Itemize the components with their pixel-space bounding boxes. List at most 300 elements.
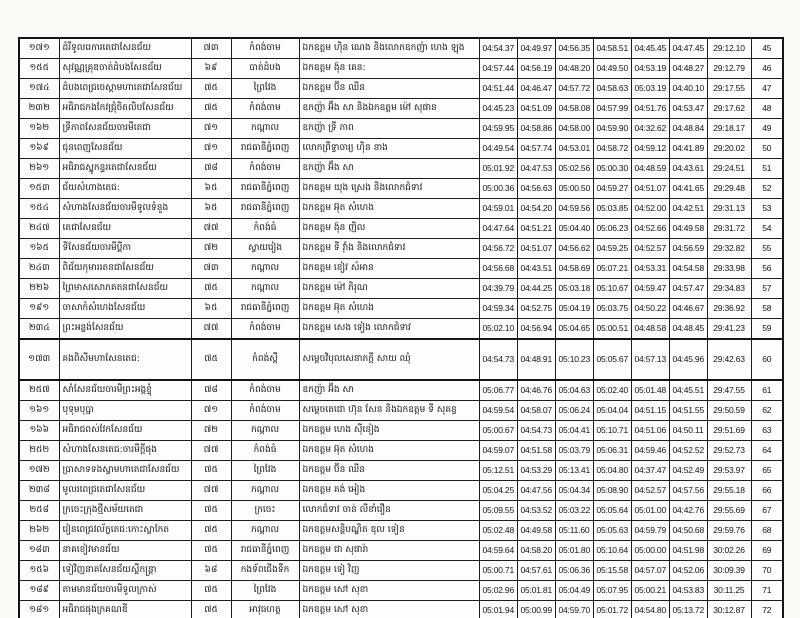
- lap-1-time-cell: 04:59.01: [479, 199, 517, 219]
- table-row: [19, 179, 783, 199]
- crew-count-cell: ៦៥: [191, 199, 231, 219]
- table-row: [19, 501, 783, 521]
- table-row: [19, 219, 783, 239]
- total-time-cell: 30:02.26: [707, 541, 751, 561]
- lap-3-time-cell: 04:48.20: [555, 59, 593, 79]
- lap-3-time-cell: 05:10.23: [555, 339, 593, 380]
- patron-cell: ឧកញ៉ា អ៊ឹង សា: [299, 159, 479, 179]
- table-row: [19, 461, 783, 481]
- rank-cell: 55: [751, 239, 783, 259]
- table-row: [19, 380, 783, 401]
- province-cell: កំពង់ធំ: [231, 441, 299, 461]
- lap-6-time-cell: 04:47.45: [669, 38, 707, 59]
- lap-1-time-cell: 05:02.48: [479, 521, 517, 541]
- lap-3-time-cell: 04:58.69: [555, 259, 593, 279]
- table-row: [19, 199, 783, 219]
- lap-1-time-cell: 04:59.95: [479, 119, 517, 139]
- lap-2-time-cell: 04:51.07: [517, 239, 555, 259]
- table-row: [19, 259, 783, 279]
- lap-1-time-cell: 05:09.55: [479, 501, 517, 521]
- boat-number-cell: ១៥៦: [19, 561, 59, 581]
- lap-6-time-cell: 04:45.51: [669, 380, 707, 401]
- rank-cell: 57: [751, 279, 783, 299]
- province-cell: បាត់ដំបង: [231, 59, 299, 79]
- boat-number-cell: ១៥៣: [19, 179, 59, 199]
- lap-5-time-cell: 05:00.00: [631, 541, 669, 561]
- boat-name-cell: សុវណ្ណគ្រុឌចាត់ដំបងសែនជ័យ: [59, 59, 191, 79]
- table-row: [19, 59, 783, 79]
- lap-3-time-cell: 05:04.65: [555, 319, 593, 340]
- patron-cell: ឯកឧត្តម សៅ សុខា: [299, 581, 479, 601]
- lap-4-time-cell: 05:10.67: [593, 279, 631, 299]
- boat-name-cell: អធិរាជស្នូកន្ទរតេជាសែនជ័យ: [59, 159, 191, 179]
- lap-3-time-cell: 05:02.56: [555, 159, 593, 179]
- boat-number-cell: ១៦២: [19, 119, 59, 139]
- lap-3-time-cell: 05:04.19: [555, 299, 593, 319]
- boat-number-cell: ១៧៣: [19, 339, 59, 380]
- lap-2-time-cell: 04:54.73: [517, 421, 555, 441]
- crew-count-cell: ៧២: [191, 239, 231, 259]
- province-cell: កណ្តាល: [231, 279, 299, 299]
- lap-1-time-cell: 04:49.54: [479, 139, 517, 159]
- lap-5-time-cell: 04:53.31: [631, 259, 669, 279]
- lap-6-time-cell: 04:46.67: [669, 299, 707, 319]
- boat-name-cell: តេជាសែនជ័យ: [59, 219, 191, 239]
- lap-5-time-cell: 05:00.21: [631, 581, 669, 601]
- boat-number-cell: ១៩១: [19, 299, 59, 319]
- total-time-cell: 29:31.13: [707, 199, 751, 219]
- lap-3-time-cell: 04:58.00: [555, 119, 593, 139]
- patron-cell: ឯកឧត្តម សេង ទៀង លោកជំទាវ: [299, 319, 479, 340]
- lap-3-time-cell: 04:59.56: [555, 199, 593, 219]
- lap-2-time-cell: 04:51.58: [517, 441, 555, 461]
- lap-4-time-cell: 04:57.99: [593, 99, 631, 119]
- province-cell: កណ្តាល: [231, 421, 299, 441]
- province-cell: ក្រចេះ: [231, 501, 299, 521]
- crew-count-cell: ៧៥: [191, 501, 231, 521]
- boat-name-cell: ប្រាសាទទងស្វាមហាតេជាសែនជ័យ: [59, 461, 191, 481]
- lap-6-time-cell: 04:52.49: [669, 461, 707, 481]
- lap-1-time-cell: 04:54.73: [479, 339, 517, 380]
- lap-5-time-cell: 04:51.15: [631, 401, 669, 421]
- crew-count-cell: ៦៥: [191, 299, 231, 319]
- lap-1-time-cell: 04:51.44: [479, 79, 517, 99]
- lap-6-time-cell: 05:13.72: [669, 601, 707, 618]
- rank-cell: 67: [751, 501, 783, 521]
- province-cell: រាជធានីភ្នំពេញ: [231, 139, 299, 159]
- patron-cell: ឯកឧត្តម ង៉ុន ញិល: [299, 219, 479, 239]
- crew-count-cell: ៧៥: [191, 521, 231, 541]
- total-time-cell: 29:59.76: [707, 521, 751, 541]
- lap-4-time-cell: 05:04.80: [593, 461, 631, 481]
- lap-6-time-cell: 04:40.10: [669, 79, 707, 99]
- boat-number-cell: ១៥៥: [19, 59, 59, 79]
- province-cell: កំពង់ចាម: [231, 319, 299, 340]
- lap-6-time-cell: 04:48.84: [669, 119, 707, 139]
- lap-1-time-cell: 05:01.94: [479, 601, 517, 618]
- boat-name-cell: ដំរីទូលរេការតេជាសែនជ័យ: [59, 38, 191, 59]
- lap-6-time-cell: 04:53.47: [669, 99, 707, 119]
- province-cell: រាជធានីភ្នំពេញ: [231, 199, 299, 219]
- boat-name-cell: ដំបងពេជ្រចេស្តាមហាតេជាសែនជ័យ: [59, 79, 191, 99]
- lap-3-time-cell: 04:59.70: [555, 601, 593, 618]
- lap-4-time-cell: 05:00.51: [593, 319, 631, 340]
- table-row: [19, 239, 783, 259]
- lap-5-time-cell: 04:32.62: [631, 119, 669, 139]
- lap-6-time-cell: 04:41.89: [669, 139, 707, 159]
- lap-1-time-cell: 04:57.44: [479, 59, 517, 79]
- boat-number-cell: ២៦១: [19, 159, 59, 179]
- total-time-cell: 29:17.55: [707, 79, 751, 99]
- lap-3-time-cell: 04:57.72: [555, 79, 593, 99]
- boat-number-cell: ១៦៦: [19, 421, 59, 441]
- province-cell: កំពង់ធំ: [231, 219, 299, 239]
- boat-number-cell: ២៣២: [19, 99, 59, 119]
- patron-cell: ឯកឧត្តម ម៉ៅ ភិរុណ: [299, 279, 479, 299]
- boat-name-cell: អធិរាជផុងក្រគណឌី: [59, 601, 191, 618]
- rank-cell: 54: [751, 219, 783, 239]
- lap-3-time-cell: 05:01.80: [555, 541, 593, 561]
- boat-name-cell: ចាសាកំសំហេងសែនជ័យ: [59, 299, 191, 319]
- province-cell: កំពង់ចាម: [231, 38, 299, 59]
- lap-3-time-cell: 05:06.24: [555, 401, 593, 421]
- rank-cell: 68: [751, 521, 783, 541]
- province-cell: ព្រៃវែង: [231, 461, 299, 481]
- lap-6-time-cell: 04:51.98: [669, 541, 707, 561]
- rank-cell: 61: [751, 380, 783, 401]
- crew-count-cell: ៧៥: [191, 99, 231, 119]
- lap-2-time-cell: 04:56.19: [517, 59, 555, 79]
- lap-2-time-cell: 04:57.74: [517, 139, 555, 159]
- province-cell: រាជធានីភ្នំពេញ: [231, 541, 299, 561]
- lap-2-time-cell: 04:46.76: [517, 380, 555, 401]
- rank-cell: 65: [751, 461, 783, 481]
- lap-6-time-cell: 04:42.76: [669, 501, 707, 521]
- lap-2-time-cell: 04:51.21: [517, 219, 555, 239]
- total-time-cell: 29:29.48: [707, 179, 751, 199]
- table-row: [19, 99, 783, 119]
- table-row: [19, 561, 783, 581]
- lap-2-time-cell: 05:01.81: [517, 581, 555, 601]
- boat-name-cell: គងពិសីមហាសែនតេជ:: [59, 339, 191, 380]
- patron-cell: ឧកញ៉ា ទ្រី ភាព: [299, 119, 479, 139]
- province-cell: រាជធានីភ្នំពេញ: [231, 299, 299, 319]
- lap-2-time-cell: 04:58.07: [517, 401, 555, 421]
- boat-number-cell: ១៧២: [19, 461, 59, 481]
- lap-6-time-cell: 04:45.96: [669, 339, 707, 380]
- lap-6-time-cell: 04:57.47: [669, 279, 707, 299]
- lap-1-time-cell: 05:12.51: [479, 461, 517, 481]
- rank-cell: 52: [751, 179, 783, 199]
- table-row: [19, 441, 783, 461]
- lap-5-time-cell: 04:59.47: [631, 279, 669, 299]
- total-time-cell: 29:33.98: [707, 259, 751, 279]
- lap-4-time-cell: 04:59.25: [593, 239, 631, 259]
- province-cell: ព្រៃវែង: [231, 79, 299, 99]
- lap-4-time-cell: 05:15.58: [593, 561, 631, 581]
- province-cell: កណ្តាល: [231, 119, 299, 139]
- table-row: [19, 38, 783, 59]
- table-row: [19, 541, 783, 561]
- crew-count-cell: ៧៣: [191, 38, 231, 59]
- boat-name-cell: នាគខៀវមានជ័យ: [59, 541, 191, 561]
- lap-5-time-cell: 04:59.79: [631, 521, 669, 541]
- crew-count-cell: ៧៥: [191, 541, 231, 561]
- rank-cell: 45: [751, 38, 783, 59]
- patron-cell: ឧកញ៉ា អ៊ឹង សា និងឯកឧត្តម ម៉ៅ សុផាន: [299, 99, 479, 119]
- lap-4-time-cell: 04:59.27: [593, 179, 631, 199]
- boat-number-cell: ២៥៧: [19, 380, 59, 401]
- lap-4-time-cell: 05:00.30: [593, 159, 631, 179]
- table-body: [19, 38, 783, 618]
- lap-5-time-cell: 04:52.57: [631, 239, 669, 259]
- boat-name-cell: រៀនពេជ្រវល័ក្ខតេជ:កោះស្លាកែត: [59, 521, 191, 541]
- province-cell: កណ្តាល: [231, 259, 299, 279]
- lap-4-time-cell: 04:58.72: [593, 139, 631, 159]
- lap-4-time-cell: 05:06.23: [593, 219, 631, 239]
- patron-cell: លោកព្រឹទ្ធាចារ្យ ហ៊ិន នាង: [299, 139, 479, 159]
- lap-2-time-cell: 04:49.97: [517, 38, 555, 59]
- crew-count-cell: ៧៨: [191, 380, 231, 401]
- total-time-cell: 29:55.69: [707, 501, 751, 521]
- lap-5-time-cell: 04:52.00: [631, 199, 669, 219]
- crew-count-cell: ៧១: [191, 401, 231, 421]
- boat-name-cell: អធិរាជកងកែវជ្រុំចិតលិបសែនជ័យ: [59, 99, 191, 119]
- lap-2-time-cell: 04:43.51: [517, 259, 555, 279]
- boat-name-cell: ទីសែនជ័យចារមីប្តីកា: [59, 239, 191, 259]
- lap-2-time-cell: 04:58.86: [517, 119, 555, 139]
- lap-1-time-cell: 04:56.68: [479, 259, 517, 279]
- rank-cell: 59: [751, 319, 783, 340]
- patron-cell: ឯកឧត្តម ង៉ុន គេន:: [299, 59, 479, 79]
- total-time-cell: 29:17.62: [707, 99, 751, 119]
- boat-number-cell: ២៥២: [19, 441, 59, 461]
- rank-cell: 71: [751, 581, 783, 601]
- lap-3-time-cell: 05:03.22: [555, 501, 593, 521]
- lap-5-time-cell: 04:57.07: [631, 561, 669, 581]
- province-cell: កងទ័ពជើងទឹក: [231, 561, 299, 581]
- lap-6-time-cell: 04:51.55: [669, 401, 707, 421]
- crew-count-cell: ៧៥: [191, 279, 231, 299]
- lap-3-time-cell: 05:06.36: [555, 561, 593, 581]
- province-cell: កំពង់ចាម: [231, 99, 299, 119]
- lap-4-time-cell: 05:02.40: [593, 380, 631, 401]
- crew-count-cell: ៧៧: [191, 481, 231, 501]
- lap-2-time-cell: 04:46.47: [517, 79, 555, 99]
- patron-cell: ឯកឧត្តមសន្តិបណ្ឌិត ឌុល ទៀន: [299, 521, 479, 541]
- lap-5-time-cell: 04:53.19: [631, 59, 669, 79]
- lap-1-time-cell: 04:59.07: [479, 441, 517, 461]
- table-row: [19, 139, 783, 159]
- boat-number-cell: ២៣៤: [19, 319, 59, 340]
- lap-1-time-cell: 05:00.67: [479, 421, 517, 441]
- lap-5-time-cell: 04:50.22: [631, 299, 669, 319]
- crew-count-cell: ៧៥: [191, 601, 231, 618]
- lap-4-time-cell: 05:03.75: [593, 299, 631, 319]
- table-row: [19, 319, 783, 340]
- lap-2-time-cell: 04:53.29: [517, 461, 555, 481]
- lap-4-time-cell: 05:01.72: [593, 601, 631, 618]
- crew-count-cell: ៦៨: [191, 561, 231, 581]
- lap-6-time-cell: 04:42.51: [669, 199, 707, 219]
- crew-count-cell: ៧៥: [191, 339, 231, 380]
- patron-cell: ឯកឧត្តម ហេង ស៊ីនៀង: [299, 421, 479, 441]
- lap-5-time-cell: 04:54.80: [631, 601, 669, 618]
- boat-name-cell: ជុនពេញសែនជ័យ: [59, 139, 191, 159]
- lap-1-time-cell: 04:59.64: [479, 541, 517, 561]
- boat-number-cell: ២៤៧: [19, 219, 59, 239]
- boat-name-cell: ទ្រីភាពសែនជ័យចារមីតេជា: [59, 119, 191, 139]
- lap-1-time-cell: 05:00.36: [479, 179, 517, 199]
- province-cell: កំពង់ស្ពឺ: [231, 339, 299, 380]
- crew-count-cell: ៧១: [191, 139, 231, 159]
- lap-6-time-cell: 04:53.83: [669, 581, 707, 601]
- total-time-cell: 30:09.39: [707, 561, 751, 581]
- boat-name-cell: ក្រចេះក្រុងថ្មីសម័យតេជា: [59, 501, 191, 521]
- lap-3-time-cell: 05:00.50: [555, 179, 593, 199]
- lap-5-time-cell: 04:52.57: [631, 481, 669, 501]
- lap-2-time-cell: 04:47.53: [517, 159, 555, 179]
- lap-6-time-cell: 04:52.06: [669, 561, 707, 581]
- lap-6-time-cell: 04:54.58: [669, 259, 707, 279]
- lap-4-time-cell: 04:58.51: [593, 38, 631, 59]
- lap-2-time-cell: 04:56.94: [517, 319, 555, 340]
- lap-4-time-cell: 04:49.50: [593, 59, 631, 79]
- lap-3-time-cell: 05:04.40: [555, 219, 593, 239]
- total-time-cell: 29:47.55: [707, 380, 751, 401]
- lap-5-time-cell: 05:03.19: [631, 79, 669, 99]
- rank-cell: 64: [751, 441, 783, 461]
- lap-6-time-cell: 04:49.58: [669, 219, 707, 239]
- lap-6-time-cell: 04:52.52: [669, 441, 707, 461]
- patron-cell: ឯកឧត្តម យុង ស្រេង និងលោកជំទាវ: [299, 179, 479, 199]
- lap-4-time-cell: 04:59.90: [593, 119, 631, 139]
- province-cell: ព្រៃវែង: [231, 581, 299, 601]
- lap-5-time-cell: 04:37.47: [631, 461, 669, 481]
- crew-count-cell: ៧១: [191, 119, 231, 139]
- total-time-cell: 29:24.51: [707, 159, 751, 179]
- lap-5-time-cell: 04:48.59: [631, 159, 669, 179]
- lap-6-time-cell: 04:50.68: [669, 521, 707, 541]
- patron-cell: ឯកឧត្តម គង់ អៀង: [299, 481, 479, 501]
- table-row: [19, 401, 783, 421]
- province-cell: កំពង់ចាម: [231, 380, 299, 401]
- boat-number-cell: ២៤៣: [19, 259, 59, 279]
- lap-5-time-cell: 04:52.66: [631, 219, 669, 239]
- boat-number-cell: ១៧៤: [19, 79, 59, 99]
- lap-4-time-cell: 05:03.85: [593, 199, 631, 219]
- boat-name-cell: សំហាងសែនជ័យចារមីទូលទំនួង: [59, 199, 191, 219]
- total-time-cell: 29:50.59: [707, 401, 751, 421]
- crew-count-cell: ៧៥: [191, 581, 231, 601]
- province-cell: កំពង់ចាម: [231, 401, 299, 421]
- boat-name-cell: ពិជ័យកុមាររតនជាសែនជ័យ: [59, 259, 191, 279]
- crew-count-cell: ៧៧: [191, 319, 231, 340]
- boat-name-cell: តាមមានជ័យចារមីទូលក្រាស់: [59, 581, 191, 601]
- patron-cell: សម្តេចវិបុលសេនាភក្តី សាយ ឈុំ: [299, 339, 479, 380]
- total-time-cell: 29:51.69: [707, 421, 751, 441]
- lap-1-time-cell: 05:02.10: [479, 319, 517, 340]
- crew-count-cell: ៧៣: [191, 259, 231, 279]
- lap-2-time-cell: 04:57.61: [517, 561, 555, 581]
- crew-count-cell: ៧៨: [191, 159, 231, 179]
- patron-cell: ឯកឧត្តម ជា សុផារ៉ា: [299, 541, 479, 561]
- lap-5-time-cell: 04:51.06: [631, 421, 669, 441]
- boat-name-cell: សាំសែនជ័យចារមីព្រះអង្គខ្ទុំ: [59, 380, 191, 401]
- total-time-cell: 29:18.17: [707, 119, 751, 139]
- lap-2-time-cell: 04:52.75: [517, 299, 555, 319]
- patron-cell: ឯកឧត្តម អ៊ុត សំហេង: [299, 441, 479, 461]
- race-results-table: [18, 37, 784, 618]
- lap-3-time-cell: 04:56.62: [555, 239, 593, 259]
- lap-6-time-cell: 04:43.61: [669, 159, 707, 179]
- boat-name-cell: អធិរាជពស់វែកសែនជ័យ: [59, 421, 191, 441]
- lap-4-time-cell: 05:07.95: [593, 581, 631, 601]
- lap-4-time-cell: 05:05.63: [593, 521, 631, 541]
- lap-3-time-cell: 05:11.60: [555, 521, 593, 541]
- rank-cell: 51: [751, 159, 783, 179]
- lap-6-time-cell: 04:50.11: [669, 421, 707, 441]
- lap-5-time-cell: 04:51.07: [631, 179, 669, 199]
- lap-4-time-cell: 05:10.64: [593, 541, 631, 561]
- crew-count-cell: ៦៥: [191, 179, 231, 199]
- lap-1-time-cell: 04:54.37: [479, 38, 517, 59]
- lap-3-time-cell: 05:13.41: [555, 461, 593, 481]
- lap-3-time-cell: 05:04.34: [555, 481, 593, 501]
- total-time-cell: 30:12.87: [707, 601, 751, 618]
- total-time-cell: 29:41.23: [707, 319, 751, 340]
- total-time-cell: 29:12.10: [707, 38, 751, 59]
- lap-2-time-cell: 04:53.52: [517, 501, 555, 521]
- lap-2-time-cell: 04:49.58: [517, 521, 555, 541]
- patron-cell: ឯកឧត្តម ហ៊ិន ណេង និងលោកឧកញ៉ា ហេង ឡុង: [299, 38, 479, 59]
- lap-3-time-cell: 05:03.18: [555, 279, 593, 299]
- patron-cell: ឯកឧត្តម ប៊ីន ឈីន: [299, 79, 479, 99]
- lap-2-time-cell: 05:00.99: [517, 601, 555, 618]
- lap-2-time-cell: 04:58.20: [517, 541, 555, 561]
- boat-number-cell: ១៧១: [19, 38, 59, 59]
- rank-cell: 63: [751, 421, 783, 441]
- crew-count-cell: ៧២: [191, 421, 231, 441]
- patron-cell: ឯកឧត្តម ខៀវ សំអាន: [299, 259, 479, 279]
- lap-5-time-cell: 04:59.46: [631, 441, 669, 461]
- lap-1-time-cell: 04:59.34: [479, 299, 517, 319]
- province-cell: អាវុធហត្ថ: [231, 601, 299, 618]
- total-time-cell: 29:32.82: [707, 239, 751, 259]
- table-row: [19, 339, 783, 380]
- patron-cell: ឯកឧត្តម សៅ សុខា: [299, 601, 479, 618]
- table-row: [19, 421, 783, 441]
- total-time-cell: 29:34.83: [707, 279, 751, 299]
- table-row: [19, 601, 783, 618]
- total-time-cell: 29:55.18: [707, 481, 751, 501]
- rank-cell: 60: [751, 339, 783, 380]
- lap-1-time-cell: 04:56.72: [479, 239, 517, 259]
- rank-cell: 48: [751, 99, 783, 119]
- total-time-cell: 29:36.92: [707, 299, 751, 319]
- lap-2-time-cell: 04:44.25: [517, 279, 555, 299]
- boat-number-cell: ២២៦: [19, 279, 59, 299]
- boat-number-cell: ១៦៩: [19, 139, 59, 159]
- rank-cell: 56: [751, 259, 783, 279]
- lap-4-time-cell: 05:05.67: [593, 339, 631, 380]
- rank-cell: 49: [751, 119, 783, 139]
- lap-5-time-cell: 05:01.48: [631, 380, 669, 401]
- boat-name-cell: ព្រះអន្លង់សែនជ័យ: [59, 319, 191, 340]
- table-row: [19, 581, 783, 601]
- rank-cell: 66: [751, 481, 783, 501]
- crew-count-cell: ៧៧: [191, 441, 231, 461]
